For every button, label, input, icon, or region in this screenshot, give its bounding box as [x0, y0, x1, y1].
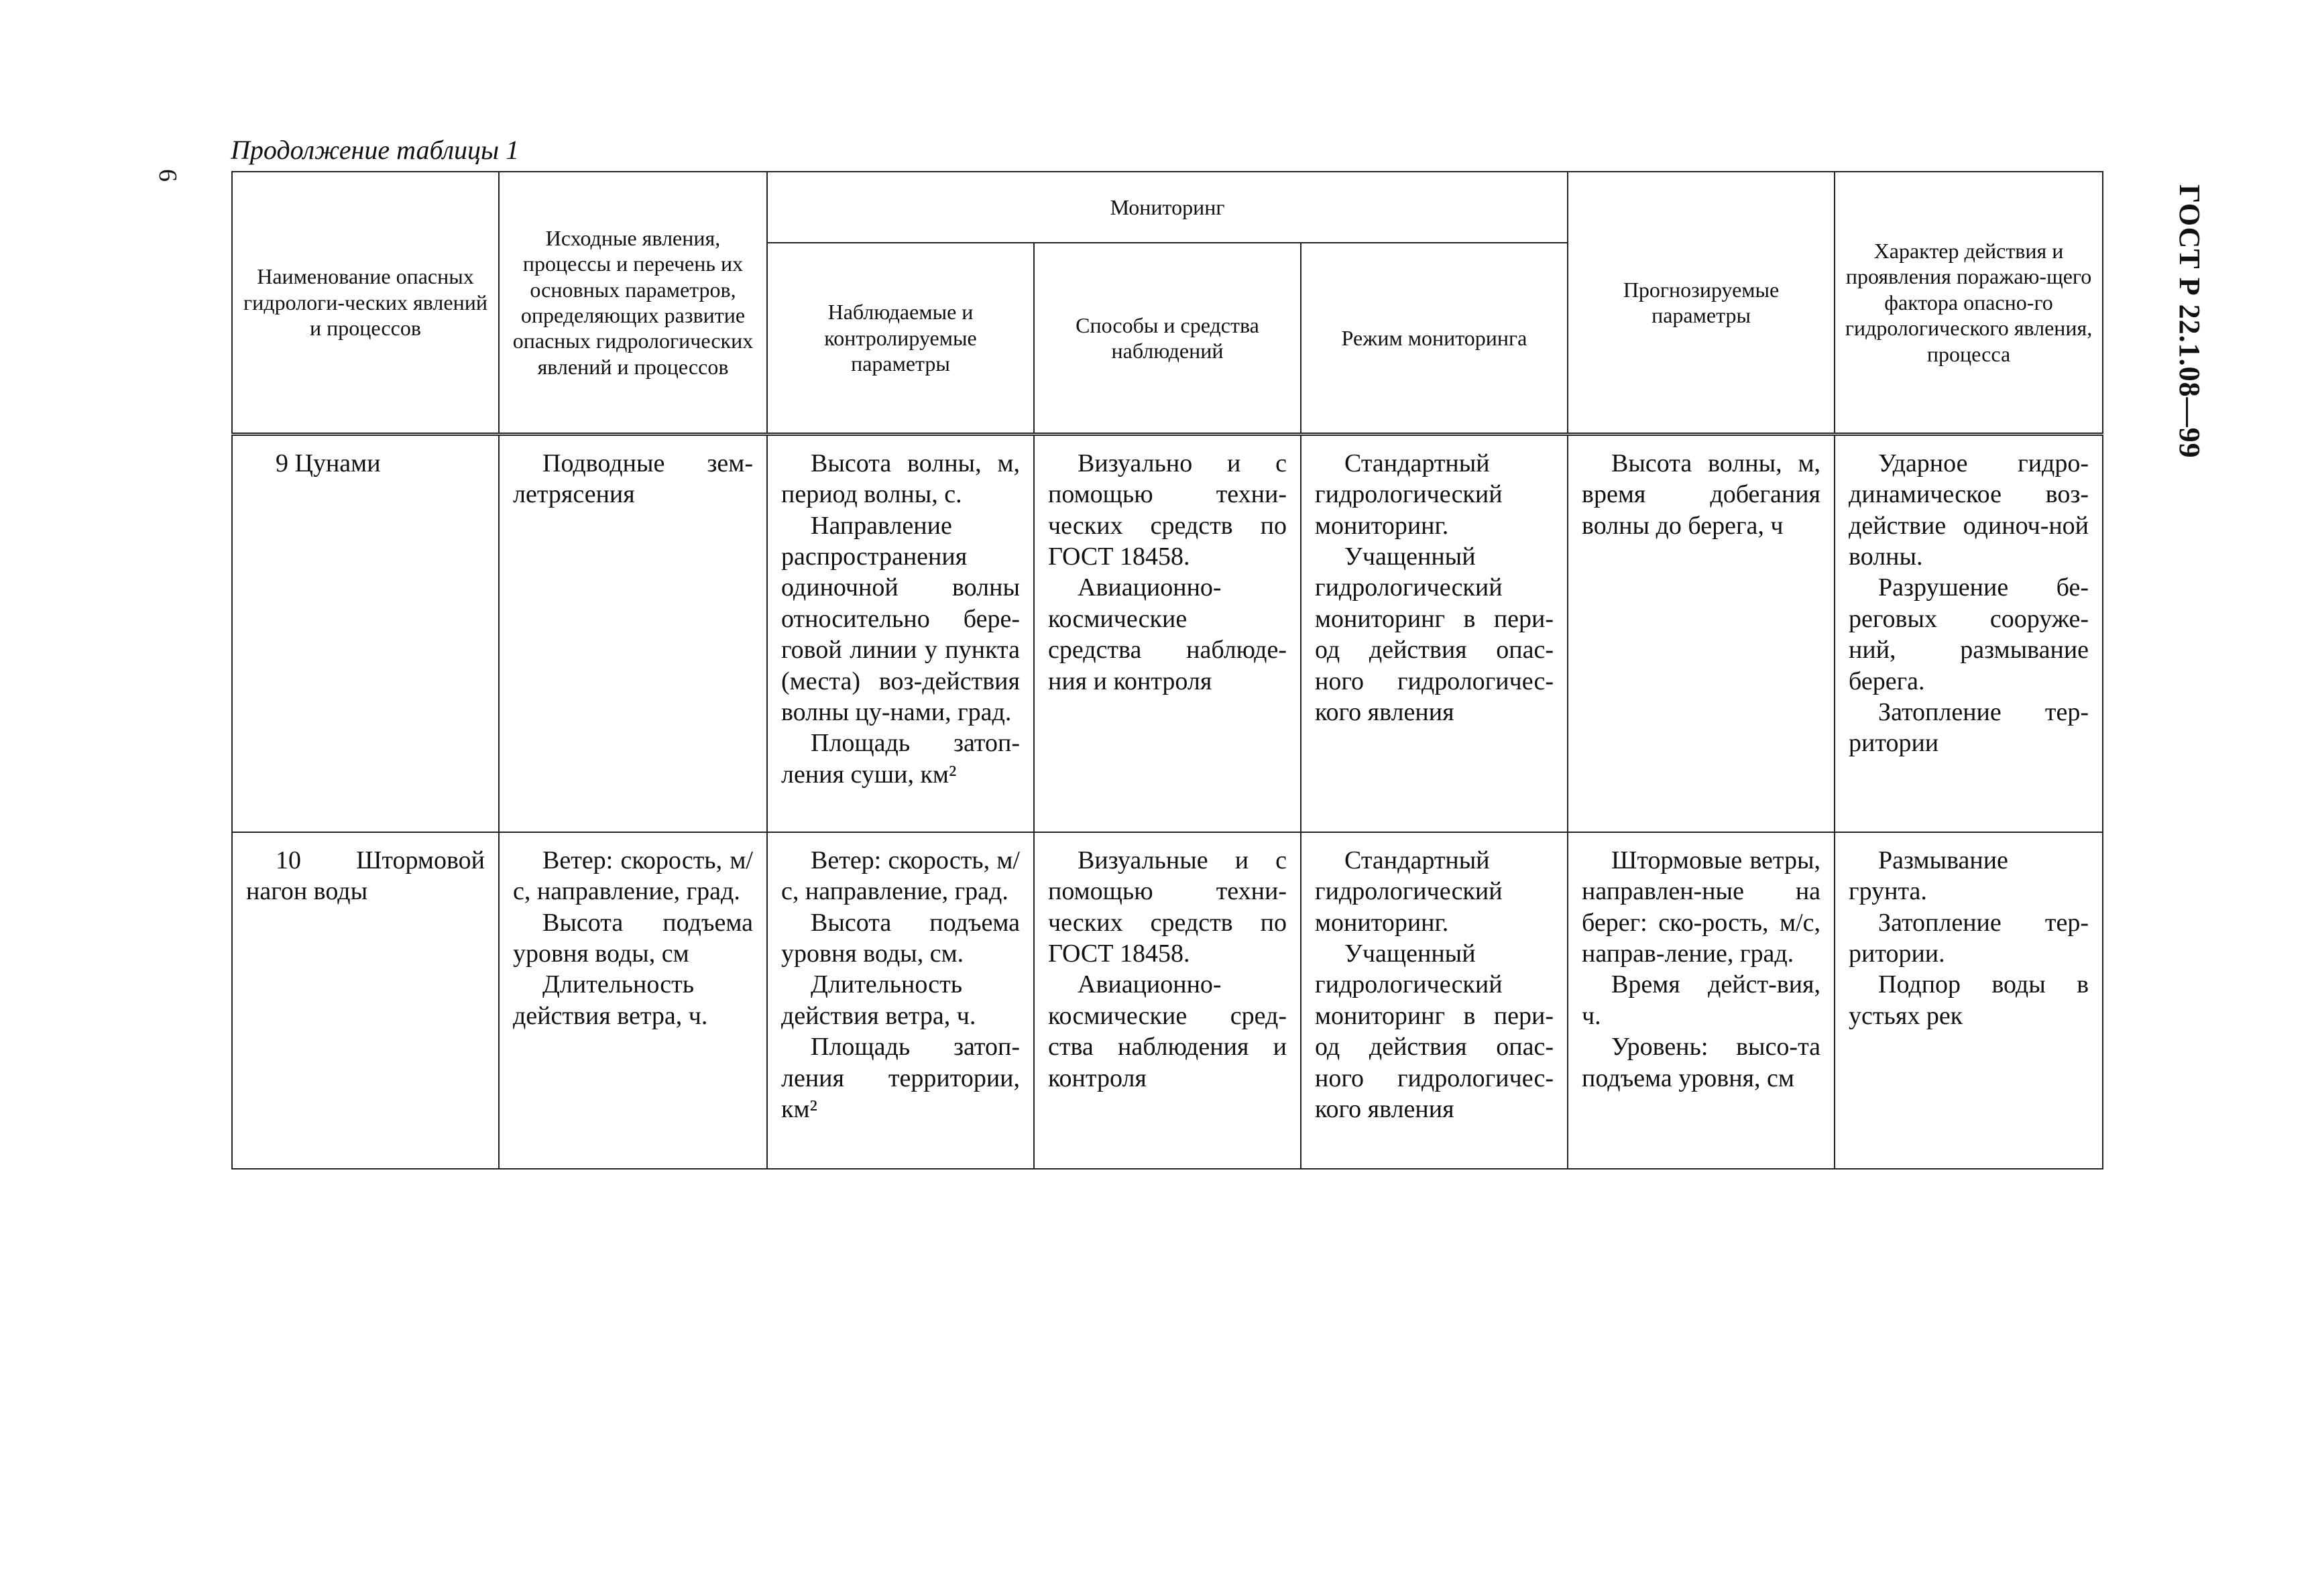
- cell-initial: [499, 435, 767, 833]
- table-row: [232, 832, 2103, 1169]
- header-forecast: Прогнозируемые параметры: [1568, 172, 1835, 435]
- table-row: [232, 435, 2103, 833]
- row9-mode-2: Учащенный гидрологический мониторинг в пери-од действия опас-ного гидрологичес-кого явления: [1315, 543, 1554, 726]
- cell-initial: [499, 832, 767, 1169]
- row10-forecast-2: Время дейст-вия, ч.: [1582, 970, 1821, 1030]
- row10-initial-3: Длительность действия ветра, ч.: [513, 970, 708, 1030]
- cell-name: [232, 435, 499, 833]
- cell-methods: [1034, 832, 1301, 1169]
- row9-mode-1: Стандартный гидрологический мониторинг.: [1315, 449, 1503, 540]
- cell-forecast: [1568, 832, 1835, 1169]
- row10-observed-1: Ветер: скорость, м/с, направление, град.: [781, 846, 1020, 906]
- row10-observed-3: Длительность действия ветра, ч.: [781, 970, 976, 1030]
- row10-methods-1: Визуальные и с помощью техни-ческих средств по ГОСТ 18458.: [1048, 846, 1287, 968]
- header-observed: Наблюдаемые и контролируемые параметры: [767, 243, 1034, 435]
- row10-mode-2: Учащенный гидрологический мониторинг в пери-од действия опас-ного гидрологичес-кого явления: [1315, 939, 1554, 1123]
- cell-observed: [767, 832, 1034, 1169]
- header-monitoring: Мониторинг: [767, 172, 1568, 243]
- cell-character: [1835, 435, 2103, 833]
- cell-character: [1835, 832, 2103, 1169]
- row9-methods-2: Авиационно-космические средства наблюде-ния и контроля: [1048, 573, 1287, 695]
- row9-forecast: Высота волны, м, время добегания волны до берега, ч: [1582, 449, 1821, 540]
- row9-character-2: Разрушение бе-реговых сооруже-ний, размывание берега.: [1849, 573, 2089, 695]
- cell-name: [232, 832, 499, 1169]
- cell-mode: [1301, 435, 1568, 833]
- row10-name: 10 Штормовой нагон воды: [246, 846, 485, 906]
- row10-mode-1: Стандартный гидрологический мониторинг.: [1315, 846, 1503, 937]
- row9-observed-1: Высота волны, м, период волны, с.: [781, 449, 1020, 509]
- cell-mode: [1301, 832, 1568, 1169]
- header-name: Наименование опасных гидрологи-ческих явлений и процессов: [232, 172, 499, 435]
- header-initial: Исходные явления, процессы и перечень их основных параметров, определяющих развитие опасных гидрологических явлений и процессов: [499, 172, 767, 435]
- document-code: ГОСТ Р 22.1.08—99: [2173, 184, 2206, 459]
- row10-character-1: Размывание грунта.: [1849, 846, 2008, 906]
- row10-initial-2: Высота подъема уровня воды, см: [513, 908, 753, 968]
- row9-observed-2: Направление распространения одиночной волны относительно бере-говой линии у пункта (места) воз-действия волны цу-нами, град.: [781, 511, 1020, 726]
- row9-methods-1: Визуально и с помощью техни-ческих средств по ГОСТ 18458.: [1048, 449, 1287, 571]
- page-number: 6: [154, 169, 182, 182]
- row9-observed-3: Площадь затоп-ления суши, км²: [781, 729, 1020, 789]
- row10-initial-1: Ветер: скорость, м/с, направление, град.: [513, 846, 753, 906]
- table-caption: Продолжение таблицы 1: [231, 135, 520, 165]
- header-mode: Режим мониторинга: [1301, 243, 1568, 435]
- header-methods: Способы и средства наблюдений: [1034, 243, 1301, 435]
- row10-character-3: Подпор воды в устьях рек: [1849, 970, 2089, 1030]
- cell-methods: [1034, 435, 1301, 833]
- row9-name: 9 Цунами: [276, 449, 381, 477]
- row10-forecast-1: Штормовые ветры, направлен-ные на берег: ско-рость, м/с, направ-ление, град.: [1582, 846, 1821, 968]
- row9-character-1: Ударное гидро-динамическое воз-действие одиноч-ной волны.: [1849, 449, 2089, 571]
- cell-forecast: [1568, 435, 1835, 833]
- row10-forecast-3: Уровень: высо-та подъема уровня, см: [1582, 1033, 1821, 1092]
- cell-observed: [767, 435, 1034, 833]
- row10-observed-4: Площадь затоп-ления территории, км²: [781, 1033, 1020, 1123]
- header-character: Характер действия и проявления поражаю-щего фактора опасно-го гидрологического явления, процесса: [1835, 172, 2103, 435]
- row9-initial: Подводные зем-летрясения: [513, 449, 753, 509]
- hydrology-table: [231, 171, 2103, 1170]
- row9-character-3: Затопление тер-ритории: [1849, 697, 2089, 758]
- row10-observed-2: Высота подъема уровня воды, см.: [781, 908, 1020, 968]
- row10-methods-2: Авиационно-космические сред-ства наблюдения и контроля: [1048, 970, 1287, 1092]
- row10-character-2: Затопление тер-ритории.: [1849, 908, 2089, 968]
